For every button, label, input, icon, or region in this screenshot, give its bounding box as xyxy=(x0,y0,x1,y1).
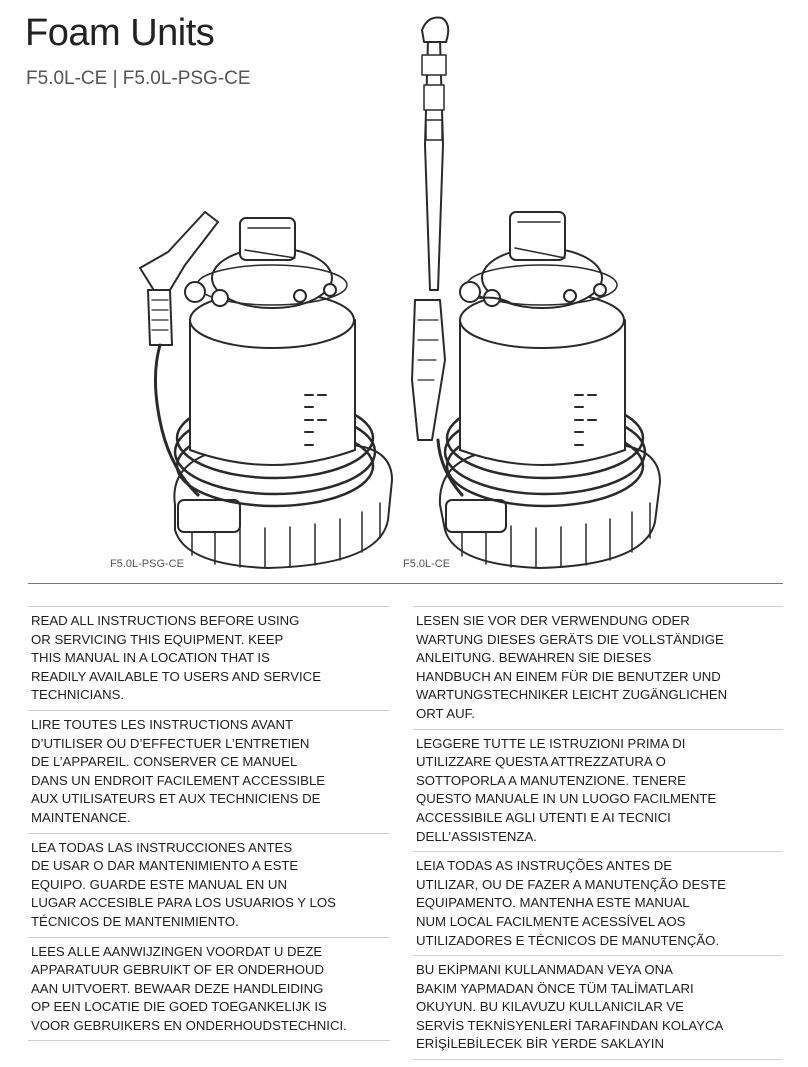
instruction-dutch: LEES ALLE AANWIJZINGEN VOORDAT U DEZE APPARATUUR GEBRUIKT OF ER ONDERHOUD AAN UITVOERT. BEWAAR DEZE HANDLEIDING OP EEN LOCATIE DIE GOED TOEGANKELIJK IS VOOR GEBRUIKERS EN ONDERHOUDSTECHNICI. xyxy=(28,937,390,1042)
instruction-turkish: BU EKİPMANI KULLANMADAN VEYA ONA BAKIM YAPMADAN ÖNCE TÜM TALİMATLARI OKUYUN. BU KILAVUZU KULLANICILAR VE SERVİS TEKNİSYENLERİ TARAFINDAN KOLAYCA ERİŞİLEBİLECEK BİR YERDE SAKLAYIN xyxy=(413,955,783,1060)
page-title: Foam Units xyxy=(25,12,215,54)
instruction-french: LIRE TOUTES LES INSTRUCTIONS AVANT D’UTILISER OU D’EFFECTUER L’ENTRETIEN DE L’APPAREIL. CONSERVER CE MANUEL DANS UN ENDROIT FACILEMENT ACCESSIBLE AUX UTILISATEURS ET AUX TECHNICIENS DE MAINTENANCE. xyxy=(28,710,390,833)
foam-unit-psg-illustration xyxy=(140,212,392,568)
instructions-right-column xyxy=(413,606,783,1060)
section-divider xyxy=(28,583,783,584)
figure-caption-psg: F5.0L-PSG-CE xyxy=(110,558,184,570)
foam-unit-standard-illustration xyxy=(412,18,660,569)
figure-caption-standard: F5.0L-CE xyxy=(403,558,451,570)
instruction-english: READ ALL INSTRUCTIONS BEFORE USING OR SERVICING THIS EQUIPMENT. KEEP THIS MANUAL IN A LOCATION THAT IS READILY AVAILABLE TO USERS AND SERVICE TECHNICIANS. xyxy=(28,606,390,710)
instruction-spanish: LEA TODAS LAS INSTRUCCIONES ANTES DE USAR O DAR MANTENIMIENTO A ESTE EQUIPO. GUARDE ESTE MANUAL EN UN LUGAR ACCESIBLE PARA LOS USUARIOS Y LOS TÉCNICOS DE MANTENIMIENTO. xyxy=(28,833,390,937)
instruction-portuguese: LEIA TODAS AS INSTRUÇÕES ANTES DE UTILIZAR, OU DE FAZER A MANUTENÇÃO DESTE EQUIPAMENTO. MANTENHA ESTE MANUAL NUM LOCAL FACILMENTE ACESSÍVEL AOS UTILIZADORES E TÉCNICOS DE MANUTENÇÃO. xyxy=(413,851,783,955)
instructions-left-column xyxy=(28,606,390,1041)
instruction-italian: LEGGERE TUTTE LE ISTRUZIONI PRIMA DI UTILIZZARE QUESTA ATTREZZATURA O SOTTOPORLA A MANUTENZIONE. TENERE QUESTO MANUALE IN UN LUOGO FACILMENTE ACCESSIBILE AGLI UTENTI E AI TECNICI DELL’ASSISTENZA. xyxy=(413,729,783,852)
model-subtitle: F5.0L-CE | F5.0L-PSG-CE xyxy=(26,68,251,89)
instruction-german: LESEN SIE VOR DER VERWENDUNG ODER WARTUNG DIESES GERÄTS DIE VOLLSTÄNDIGE ANLEITUNG. BEWAHREN SIE DIESES HANDBUCH AN EINEM FÜR DIE BENUTZER UND WARTUNGSTECHNIKER LEICHT ZUGÄNGLICHEN ORT AUF. xyxy=(413,606,783,729)
